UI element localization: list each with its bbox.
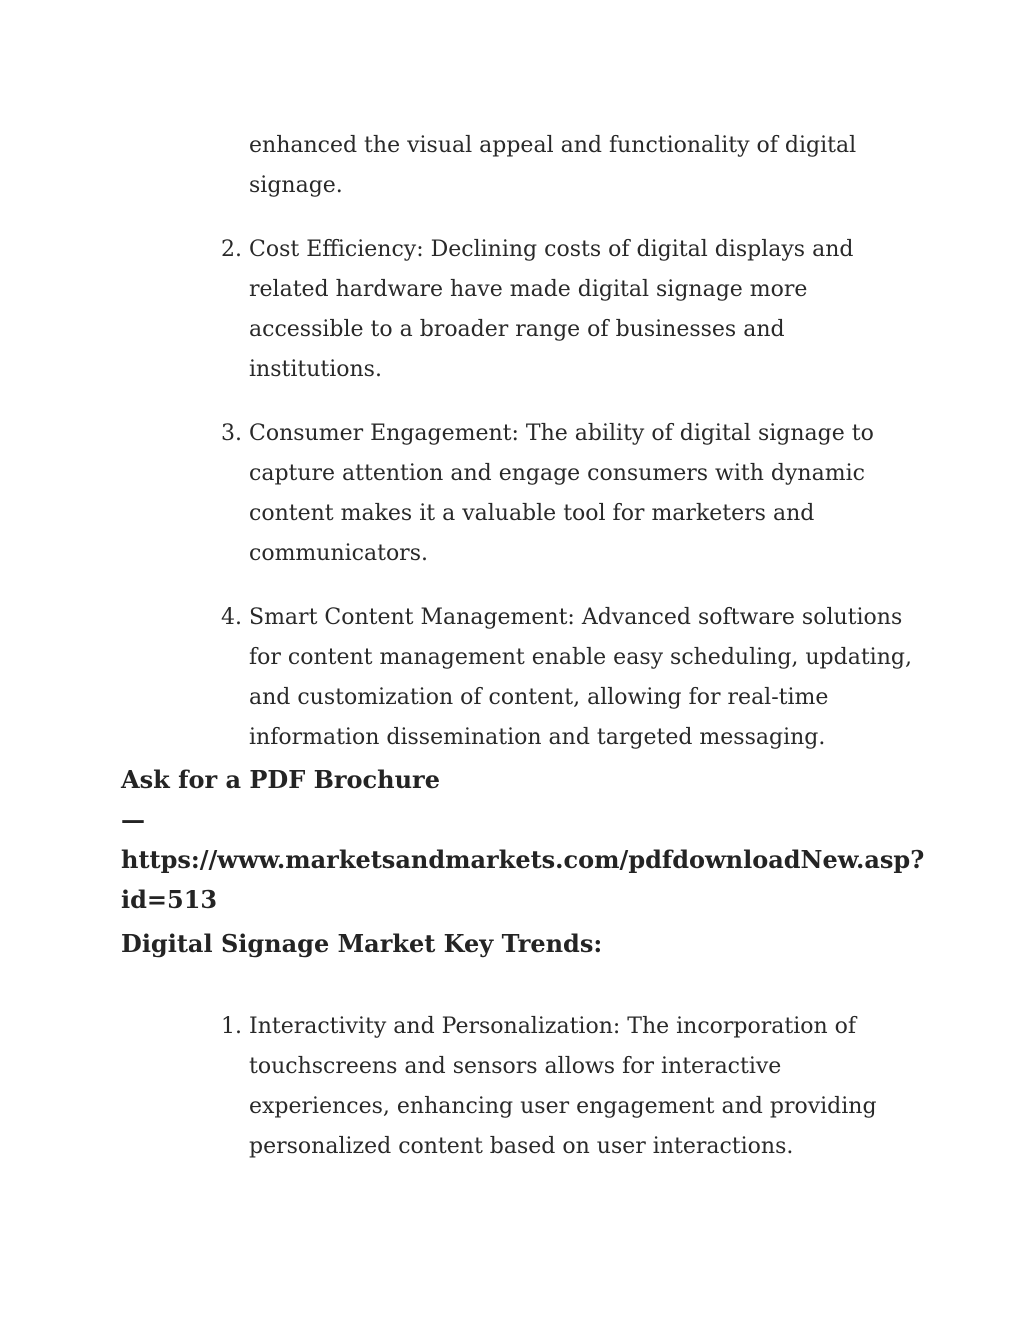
list-item (0, 414, 1024, 574)
list-item-continuation-text: enhanced the visual appeal and functionality of digital signage. (249, 133, 857, 198)
section-heading: Digital Signage Market Key Trends: (121, 929, 603, 958)
list-item-number: 1. (221, 1014, 242, 1039)
list-item (0, 230, 1024, 390)
list-item-text: Cost Efficiency: Declining costs of digital displays and related hardware have made digital signage more accessible to a broader range of businesses and institutions. (249, 237, 854, 382)
drivers-list (0, 230, 1024, 758)
brochure-link[interactable]: — https://www.marketsandmarkets.com/pdfdownloadNew.asp?id=513 (121, 805, 925, 914)
trends-list (0, 1007, 1024, 1167)
brochure-paragraph (121, 760, 925, 920)
list-item-text: Interactivity and Personalization: The incorporation of touchscreens and sensors allows for interactive experiences, enhancing user engagement and providing personalized content based on user interactions. (249, 1014, 877, 1159)
list-item-number: 4. (221, 605, 242, 630)
list-item (0, 598, 1024, 758)
list-item-number: 3. (221, 421, 242, 446)
brochure-label: Ask for a PDF Brochure (121, 765, 440, 794)
list-item (0, 1007, 1024, 1167)
list-item-text: Consumer Engagement: The ability of digital signage to capture attention and engage consumers with dynamic content makes it a valuable tool for marketers and communicators. (249, 421, 874, 566)
list-item-text: Smart Content Management: Advanced software solutions for content management enable easy scheduling, updating, and customization of content, allowing for real-time information dissemination and targeted messaging. (249, 605, 912, 750)
list-item-number: 2. (221, 237, 242, 262)
